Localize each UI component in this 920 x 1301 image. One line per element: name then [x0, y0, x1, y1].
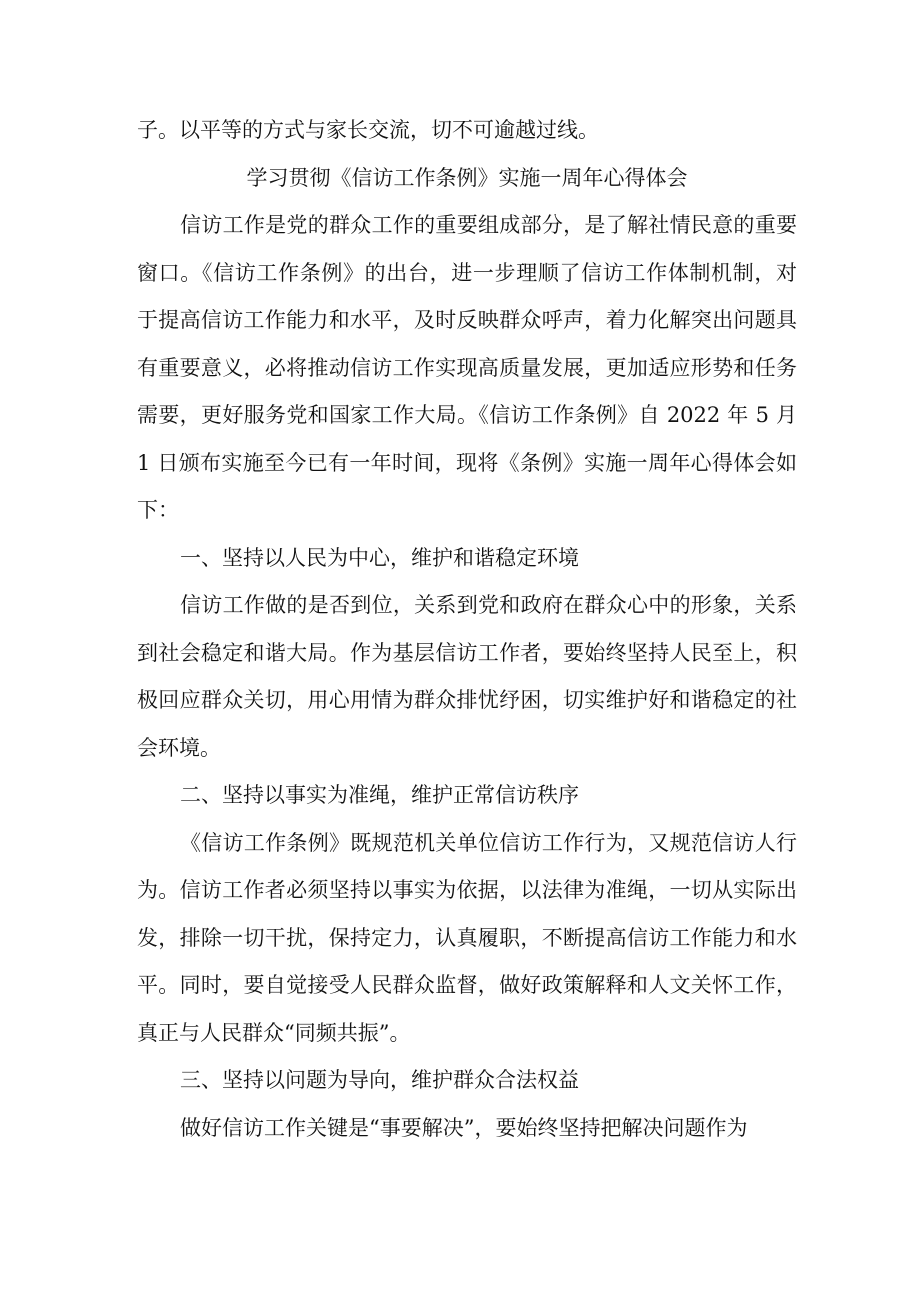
section-2-paragraph: 《信访工作条例》既规范机关单位信访工作行为，又规范信访人行为。信访工作者必须坚持以事实为依据，以法律为准绳，一切从实际出发，排除一切干扰，保持定力，认真履职，不断提高信访工作能力和水平。同时，要自觉接受人民群众监督，做好政策解释和人文关怀工作，真正与人民群众“同频共振”。 [137, 830, 797, 1045]
section-heading-1: 一、坚持以人民为中心，维护和谐稳定环境 [180, 545, 579, 570]
section-3-paragraph: 做好信访工作关键是“事要解决”，要始终坚持把解决问题作为 [180, 1115, 748, 1140]
section-1-paragraph: 信访工作做的是否到位，关系到党和政府在群众心中的形象，关系到社会稳定和谐大局。作为基层信访工作者，要始终坚持人民至上，积极回应群众关切，用心用情为群众排忧纾困，切实维护好和谐稳定的社会环境。 [137, 593, 797, 760]
document-title: 学习贯彻《信访工作条例》实施一周年心得体会 [246, 165, 688, 190]
intro-paragraph: 信访工作是党的群众工作的重要组成部分，是了解社情民意的重要窗口。《信访工作条例》的出台，进一步理顺了信访工作体制机制，对于提高信访工作能力和水平，及时反映群众呼声，着力化解突出问题具有重要意义，必将推动信访工作实现高质量发展，更加适应形势和任务需要，更好服务党和国家工作大局。《信访工作条例》自 2022 年 5 月 1 日颁布实施至今已有一年时间，现将《条例》实施一周年心得体会如下： [137, 213, 797, 522]
continuation-paragraph: 子。以平等的方式与家长交流，切不可逾越过线。 [137, 118, 599, 142]
section-heading-2: 二、坚持以事实为准绳，维护正常信访秩序 [180, 783, 579, 807]
section-heading-3: 三、坚持以问题为导向，维护群众合法权益 [180, 1068, 579, 1092]
document-body [137, 107, 797, 1152]
